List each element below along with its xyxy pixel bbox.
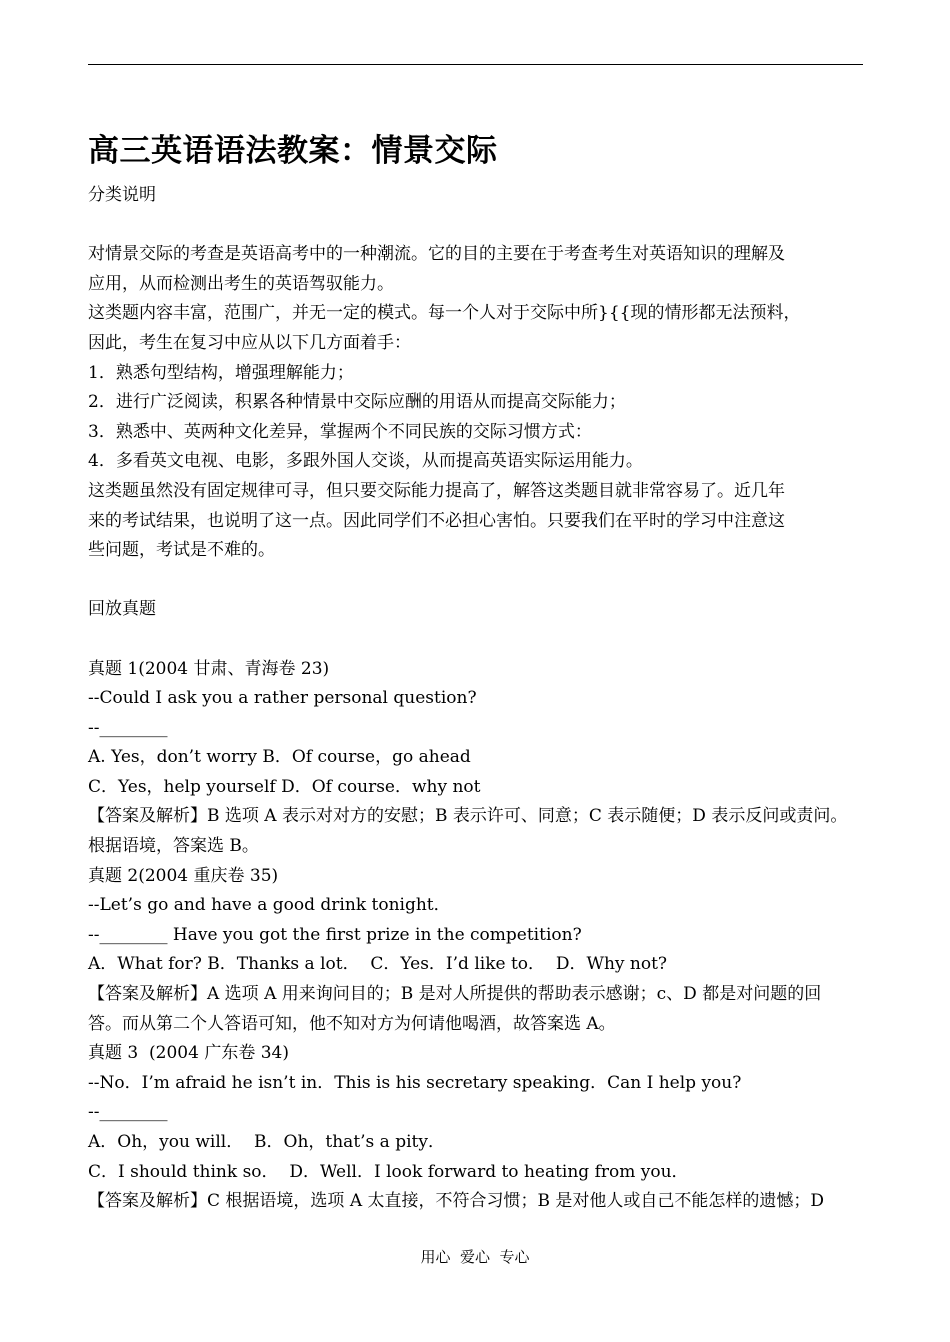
text-line: 【答案及解析】C 根据语境，选项 A 太直接，不符合习惯；B 是对他人或自己不能怎样的遗憾；D: [88, 1191, 825, 1212]
text-line: 来的考试结果，也说明了这一点。因此同学们不必担心害怕。只要我们在平时的学习中注意这: [88, 510, 785, 531]
text-line: 真题 1(2004 甘肃、青海卷 23): [88, 658, 330, 679]
text-line: 2．进行广泛阅读，积累各种情景中交际应酬的用语从而提高交际能力；: [88, 392, 626, 413]
text-line: 【答案及解析】B 选项 A 表示对对方的安慰；B 表示许可、同意；C 表示随便；D 表示反问或责问。: [88, 806, 848, 827]
text-line: 些问题，考试是不难的。: [88, 540, 275, 561]
text-line: 【答案及解析】A 选项 A 用来询问目的；B 是对人所提供的帮助表示感谢；c、D 都是对问题的回: [88, 984, 822, 1005]
document-body: [88, 181, 878, 1217]
text-line: 真题 3 (2004 广东卷 34): [88, 1043, 289, 1064]
text-line: A．Oh，you will． B．Oh，that’s a pity．: [88, 1132, 445, 1152]
text-line: 3．熟悉中、英两种文化差异，掌握两个不同民族的交际习惯方式：: [88, 421, 592, 442]
text-line: 这类题内容丰富，范围广，并无一定的模式。每一个人对于交际中所}{{现的情形都无法预料，: [88, 303, 801, 324]
header-rule: [88, 64, 863, 65]
blank-line: [88, 625, 878, 655]
text-line: A. Yes，don’t worry B．Of course，go ahead: [88, 747, 471, 768]
text-line: --________: [88, 1102, 168, 1123]
text-line: --________: [88, 717, 168, 738]
text-line: --Could I ask you a rather personal question?: [88, 688, 477, 709]
text-line: 根据语境，答案选 B。: [88, 836, 259, 857]
text-line: 4．多看英文电视、电影，多跟外国人交谈，从而提高英语实际运用能力。: [88, 451, 643, 472]
page-title: 高三英语语法教案：情景交际: [88, 133, 498, 169]
page-footer: 用心 爱心 专心: [420, 1248, 530, 1266]
text-line: 这类题虽然没有固定规律可寻，但只要交际能力提高了，解答这类题目就非常容易了。近几年: [88, 480, 785, 501]
blank-line: [88, 211, 878, 241]
text-line: 真题 2(2004 重庆卷 35): [88, 865, 279, 886]
text-line: A．What for? B．Thanks a lot． C．Yes．I’d like to． D．Why not?: [88, 954, 668, 975]
text-line: 对情景交际的考查是英语高考中的一种潮流。它的目的主要在于考查考生对英语知识的理解及: [88, 244, 785, 265]
text-line: C．I should think so． D．Well．I look forward to heating from you．: [88, 1161, 689, 1182]
text-line: 应用，从而检测出考生的英语驾驭能力。: [88, 273, 394, 294]
blank-line: [88, 566, 878, 596]
text-line: --No．I’m afraid he isn’t in．This is his secretary speaking．Can I help you?: [88, 1072, 742, 1093]
text-line: 答。而从第二个人答语可知，他不知对方为何请他喝酒，故答案选 A。: [88, 1013, 616, 1034]
text-line: --Let’s go and have a good drink tonight．: [88, 895, 451, 916]
text-line: --________ Have you got the first prize in the competition?: [88, 924, 582, 945]
text-line: 回放真题: [88, 599, 156, 620]
text-line: 因此，考生在复习中应从以下几方面着手：: [88, 332, 411, 353]
text-line: C．Yes，help yourself D．Of course．why not: [88, 776, 481, 797]
text-line: 1．熟悉句型结构，增强理解能力；: [88, 362, 354, 383]
text-line: 分类说明: [88, 185, 156, 205]
